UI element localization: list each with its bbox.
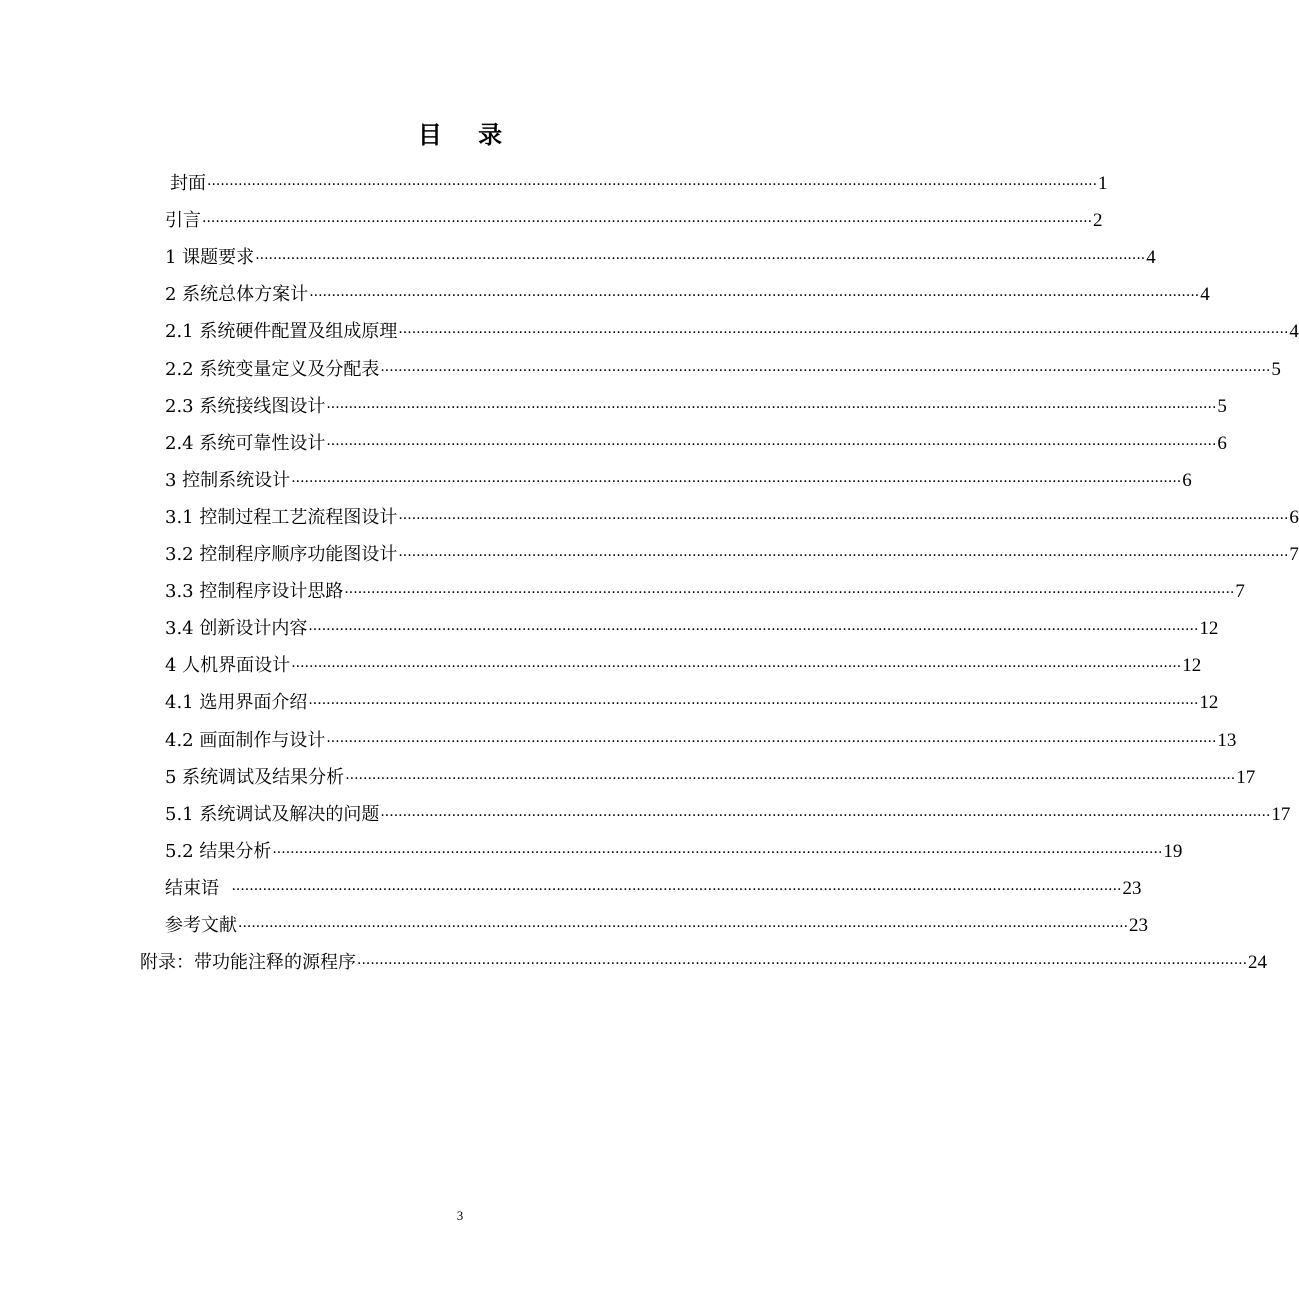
toc-entry-page: 23	[1129, 915, 1149, 936]
toc-entry[interactable]	[165, 610, 1219, 647]
toc-entry[interactable]	[165, 239, 1156, 276]
toc-entry[interactable]	[165, 833, 1183, 870]
toc-leader-dots: ········································································································································································································	[380, 807, 1271, 824]
toc-entry-page: 13	[1217, 729, 1237, 751]
toc-entry[interactable]	[165, 425, 1227, 462]
toc-entry[interactable]	[165, 536, 1299, 573]
toc-entry-label: 5 系统调试及结果分析	[165, 766, 345, 788]
toc-leader-dots: ········································································································································································································	[326, 436, 1217, 453]
toc-entry[interactable]	[165, 796, 1291, 833]
toc-entry[interactable]	[165, 276, 1210, 313]
toc-entry-label: 2.2 系统变量定义及分配表	[165, 358, 380, 380]
toc-leader-dots: ········································································································································································································	[308, 622, 1199, 639]
toc-entry-page: 6	[1289, 506, 1299, 528]
toc-entry-page: 7	[1289, 544, 1299, 565]
toc-leader-dots: ········································································································································································································	[326, 399, 1217, 416]
toc-entry-page: 6	[1217, 432, 1227, 454]
toc-entry-label: 3.1 控制过程工艺流程图设计	[165, 506, 398, 528]
toc-leader-dots: ········································································································································································································	[398, 325, 1289, 342]
toc-entry-label: 1 课题要求	[165, 247, 255, 269]
toc-entry-label: 2.3 系统接线图设计	[165, 395, 326, 417]
toc-entry-page: 7	[1235, 581, 1245, 603]
toc-entry[interactable]	[165, 499, 1299, 536]
toc-entry-label: 参考文献	[165, 915, 237, 936]
toc-entry[interactable]	[165, 388, 1227, 425]
toc-entry-label: 3.4 创新设计内容	[165, 618, 308, 640]
toc-leader-dots: ········································································································································································································	[231, 881, 1122, 898]
toc-leader-dots: ········································································································································································································	[272, 844, 1163, 861]
toc-entry-label: 2.1 系统硬件配置及组成原理	[165, 321, 398, 343]
toc-entry-label: 3.3 控制程序设计思路	[165, 581, 344, 603]
toc-entry-page: 19	[1163, 840, 1183, 862]
toc-entry-page: 17	[1271, 803, 1291, 825]
toc-entry-page: 6	[1182, 469, 1192, 491]
page-number: 3	[456, 1208, 464, 1223]
toc-leader-dots: ········································································································································································································	[398, 548, 1289, 564]
toc-entry[interactable]	[165, 870, 1142, 907]
toc-entry-page: 12	[1199, 692, 1219, 714]
toc-entry[interactable]	[165, 313, 1299, 350]
toc-entry[interactable]	[170, 165, 1108, 202]
toc-entry-page: 2	[1093, 210, 1103, 232]
toc-entry-page: 5	[1271, 358, 1281, 380]
toc-title: 目 录	[417, 120, 517, 149]
toc-entry-label: 4.2 画面制作与设计	[165, 729, 326, 751]
toc-entry-label: 附录：带功能注释的源程序	[140, 952, 356, 974]
toc-entry-page: 12	[1199, 618, 1219, 640]
toc-entry-label: 5.1 系统调试及解决的问题	[165, 803, 380, 825]
toc-leader-dots: ········································································································································································································	[309, 288, 1200, 305]
toc-entry-label: 2.4 系统可靠性设计	[165, 432, 326, 454]
toc-entry-page: 12	[1182, 655, 1202, 677]
toc-entry-page: 4	[1289, 321, 1299, 343]
toc-entry-label: 3 控制系统设计	[165, 469, 291, 491]
toc-entry[interactable]	[165, 759, 1256, 796]
toc-entry-page: 4	[1146, 247, 1156, 269]
toc-entry[interactable]	[165, 573, 1245, 610]
toc-entry-label: 3.2 控制程序顺序功能图设计	[165, 544, 398, 565]
toc-entry[interactable]	[165, 684, 1219, 721]
toc-entry-label: 2 系统总体方案计	[165, 284, 309, 306]
toc-leader-dots: ········································································································································································································	[202, 214, 1093, 231]
toc-entry[interactable]	[165, 722, 1237, 759]
toc-entry[interactable]	[140, 944, 1268, 981]
toc-entry-page: 24	[1248, 952, 1268, 974]
toc-entry[interactable]	[165, 202, 1103, 239]
toc-leader-dots: ········································································································································································································	[291, 473, 1182, 490]
toc-entry-label: 5.2 结果分析	[165, 840, 272, 862]
toc-entry[interactable]	[165, 907, 1149, 944]
toc-entry[interactable]	[165, 647, 1202, 684]
toc-leader-dots: ········································································································································································································	[344, 585, 1235, 602]
toc-entry-label: 4.1 选用界面介绍	[165, 692, 308, 714]
toc-entry-label: 封面	[170, 173, 206, 194]
toc-entry-page: 5	[1217, 395, 1227, 417]
toc-entry-label: 4 人机界面设计	[165, 655, 291, 677]
toc-leader-dots: ········································································································································································································	[357, 956, 1248, 973]
toc-leader-dots: ········································································································································································································	[291, 659, 1182, 676]
toc-entry-page: 23	[1122, 877, 1142, 899]
toc-entry-page: 17	[1236, 766, 1256, 788]
toc-leader-dots: ········································································································································································································	[238, 919, 1129, 935]
toc-entry[interactable]	[165, 462, 1192, 499]
toc-leader-dots: ········································································································································································································	[398, 510, 1289, 527]
toc-entry[interactable]	[165, 351, 1281, 388]
toc-leader-dots: ········································································································································································································	[380, 362, 1271, 379]
toc-entry-page: 1	[1098, 173, 1108, 194]
toc-leader-dots: ········································································································································································································	[255, 251, 1146, 268]
toc-leader-dots: ········································································································································································································	[207, 177, 1098, 193]
toc-leader-dots: ········································································································································································································	[326, 733, 1217, 750]
toc-leader-dots: ········································································································································································································	[308, 696, 1199, 713]
toc-entry-page: 4	[1200, 284, 1210, 306]
toc-entry-label: 结束语	[165, 877, 231, 899]
toc-entry-label: 引言	[165, 210, 201, 232]
toc-leader-dots: ········································································································································································································	[345, 770, 1236, 787]
